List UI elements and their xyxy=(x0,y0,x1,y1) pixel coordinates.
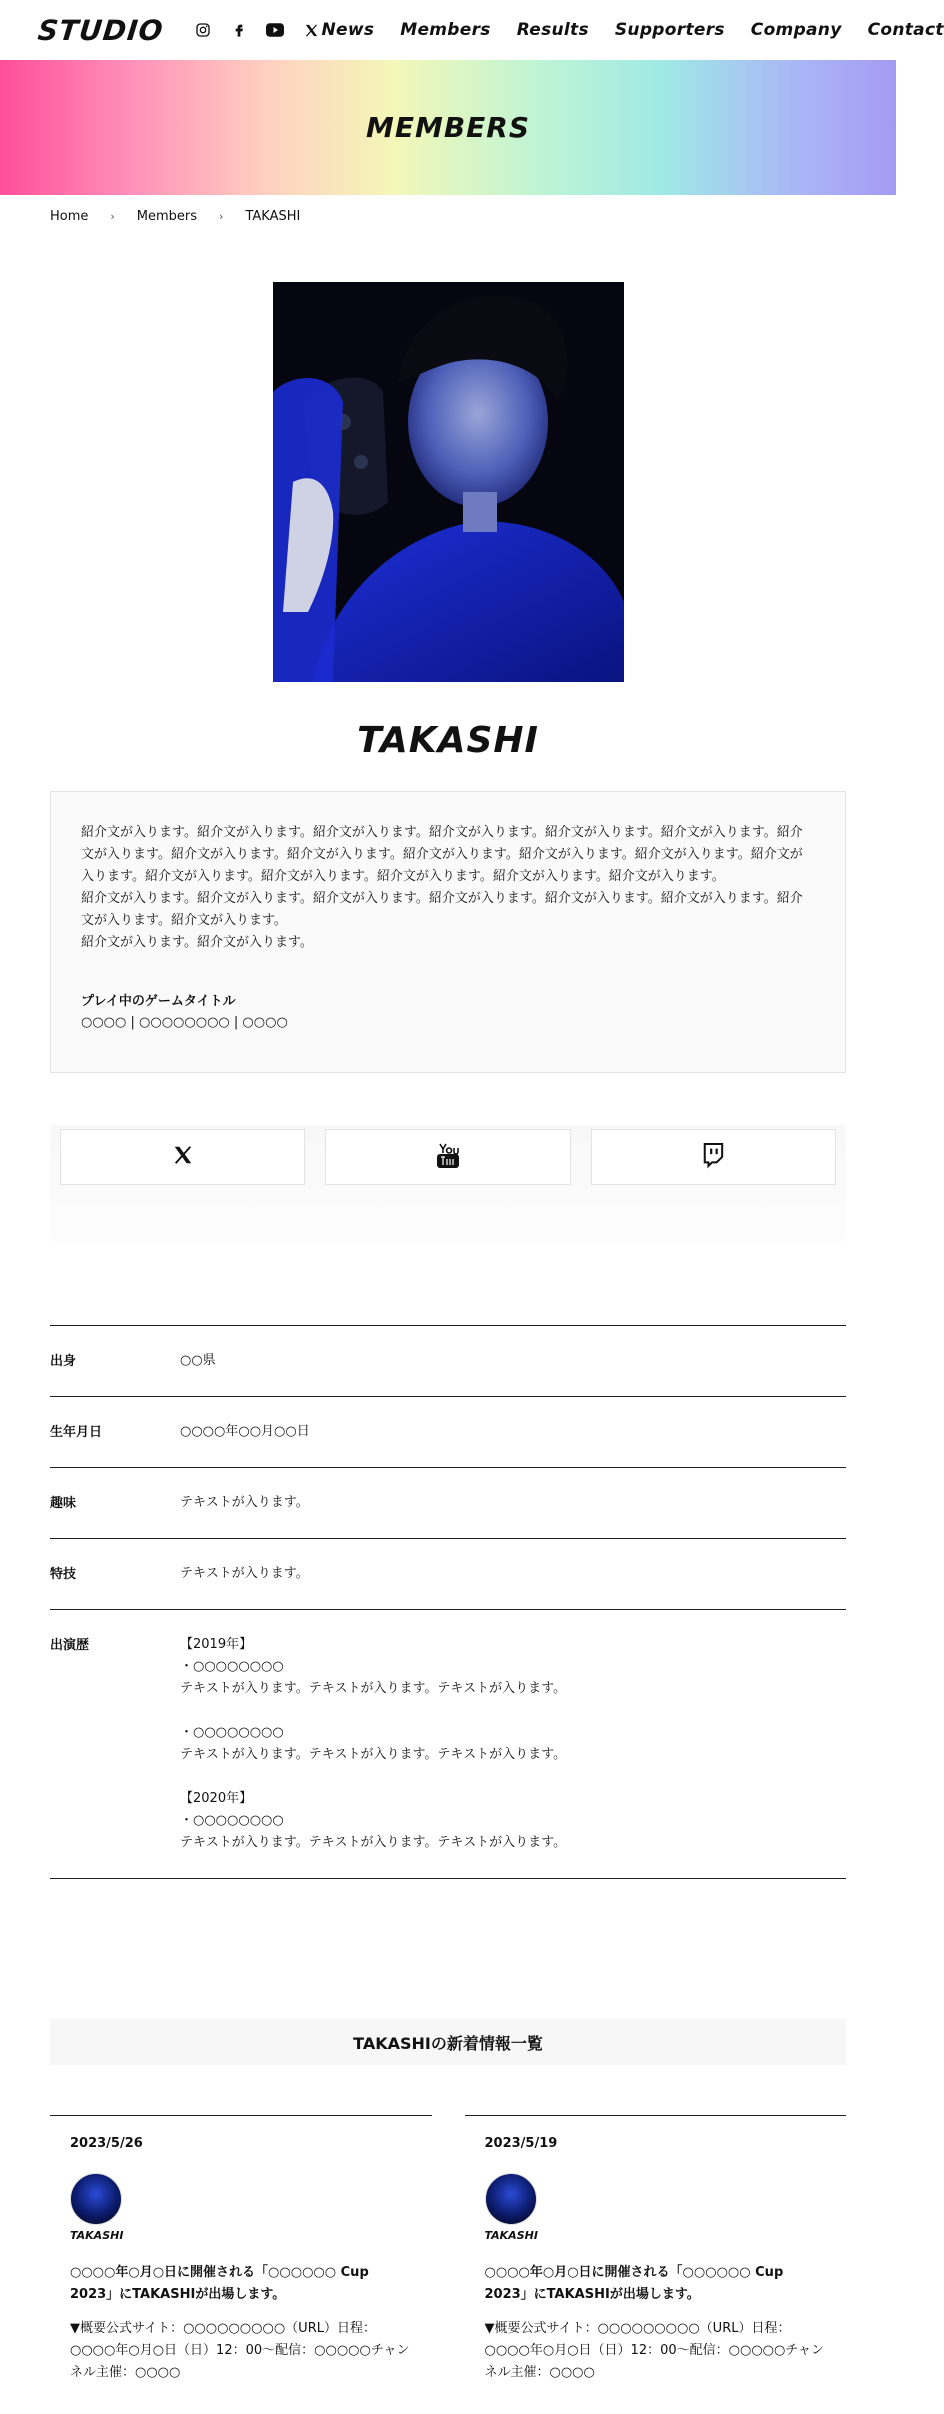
news-excerpt: ▼概要公式サイト：○○○○○○○○○（URL）日程：○○○○年○月○日（日）12：00〜配信：○○○○○チャンネル主催：○○○○ xyxy=(70,2321,410,2380)
nav-members[interactable]: Members xyxy=(400,20,491,40)
social-links xyxy=(193,20,321,40)
facebook-icon[interactable] xyxy=(229,20,249,40)
nav-company[interactable]: Company xyxy=(750,20,842,40)
table-row xyxy=(50,1539,846,1610)
twitch-link-button[interactable] xyxy=(591,1129,836,1185)
nav-supporters[interactable]: Supporters xyxy=(614,20,725,40)
news-card[interactable] xyxy=(50,2115,432,2414)
news-title[interactable]: ○○○○年○月○日に開催される「○○○○○○ Cup 2023」にTAKASHIが出場します。 xyxy=(484,2265,784,2302)
news-date: 2023/5/19 xyxy=(484,2136,558,2151)
youtube-link-button[interactable] xyxy=(325,1129,570,1185)
member-name: TAKASHI xyxy=(357,720,539,761)
site-header xyxy=(0,0,944,60)
table-row xyxy=(50,1397,846,1468)
news-excerpt: ▼概要公式サイト：○○○○○○○○○（URL）日程：○○○○年○月○日（日）12：00〜配信：○○○○○チャンネル主催：○○○○ xyxy=(484,2321,824,2380)
info-key: 出身 xyxy=(50,1354,77,1369)
nav-results[interactable]: Results xyxy=(516,20,589,40)
twitch-icon xyxy=(702,1143,724,1171)
avatar xyxy=(485,2173,537,2225)
x-link-button[interactable] xyxy=(60,1129,305,1185)
member-links xyxy=(50,1125,846,1245)
chevron-right-icon: › xyxy=(219,209,224,223)
news-heading: TAKASHIの新着情報一覧 xyxy=(50,2019,846,2065)
x-icon xyxy=(172,1144,194,1170)
table-row xyxy=(50,1326,846,1397)
youtube-icon xyxy=(437,1142,459,1172)
chevron-right-icon: › xyxy=(110,209,115,223)
intro-box xyxy=(50,791,846,1073)
profile-photo xyxy=(273,282,624,682)
nav-contact[interactable]: Contact xyxy=(867,20,944,40)
info-value: 【2019年】 ・○○○○○○○○ テキストが入ります。テキストが入ります。テキストが入ります。 ・○○○○○○○○ テキストが入ります。テキストが入ります。テキストが入ります。 【2020年】 ・○○○○○○○○ テキストが入ります。テキストが入ります。テキストが入ります。 xyxy=(180,1637,567,1850)
info-value: ○○○○年○○月○○日 xyxy=(180,1424,310,1439)
intro-text: 紹介文が入ります。紹介文が入ります。紹介文が入ります。紹介文が入ります。紹介文が入ります。紹介文が入ります。紹介文が入ります。紹介文が入ります。紹介文が入ります。紹介文が入ります。紹介文が入ります。紹介文が入ります。紹介文が入ります。紹介文が入ります。紹介文が入ります。紹介文が入ります。紹介文が入ります。紹介文が入ります。 紹介文が入ります。紹介文が入ります。紹介文が入ります。紹介文が入ります。紹介文が入ります。紹介文が入ります。紹介文が入ります。紹介文が入ります。 紹介文が入ります。紹介文が入ります。 xyxy=(81,825,803,950)
news-date: 2023/5/26 xyxy=(70,2136,143,2151)
game-list: ○○○○ | ○○○○○○○○ | ○○○○ xyxy=(81,1015,288,1030)
news-title[interactable]: ○○○○年○月○日に開催される「○○○○○○ Cup 2023」にTAKASHIが出場します。 xyxy=(70,2265,369,2302)
info-key: 生年月日 xyxy=(50,1425,103,1440)
info-key: 特技 xyxy=(50,1567,77,1582)
profile-info-table xyxy=(50,1325,846,1879)
youtube-icon[interactable] xyxy=(265,20,285,40)
page-title: MEMBERS xyxy=(365,111,531,144)
info-key: 出演歴 xyxy=(50,1638,90,1653)
avatar xyxy=(70,2173,122,2225)
main-nav xyxy=(321,20,943,40)
info-key: 趣味 xyxy=(50,1496,77,1511)
info-value: テキストが入ります。 xyxy=(180,1495,309,1510)
profile-photo-wrap xyxy=(0,282,896,682)
news-card[interactable] xyxy=(465,2115,847,2414)
x-icon[interactable] xyxy=(301,20,321,40)
nav-news[interactable]: News xyxy=(321,20,375,40)
site-logo[interactable]: STUDIO xyxy=(36,13,166,47)
news-list xyxy=(50,2115,846,2414)
game-title-label: プレイ中のゲームタイトル xyxy=(81,994,236,1009)
breadcrumb-members[interactable]: Members xyxy=(136,208,198,224)
hero-banner xyxy=(0,60,896,195)
instagram-icon[interactable] xyxy=(193,20,213,40)
breadcrumb-home[interactable]: Home xyxy=(50,208,89,224)
info-value: テキストが入ります。 xyxy=(180,1566,309,1581)
breadcrumb xyxy=(0,195,896,237)
info-value: ○○県 xyxy=(180,1353,216,1368)
table-row xyxy=(50,1468,846,1539)
news-author: TAKASHI xyxy=(70,2229,124,2242)
news-author: TAKASHI xyxy=(484,2229,538,2242)
breadcrumb-current: TAKASHI xyxy=(245,208,301,224)
table-row xyxy=(50,1610,846,1879)
